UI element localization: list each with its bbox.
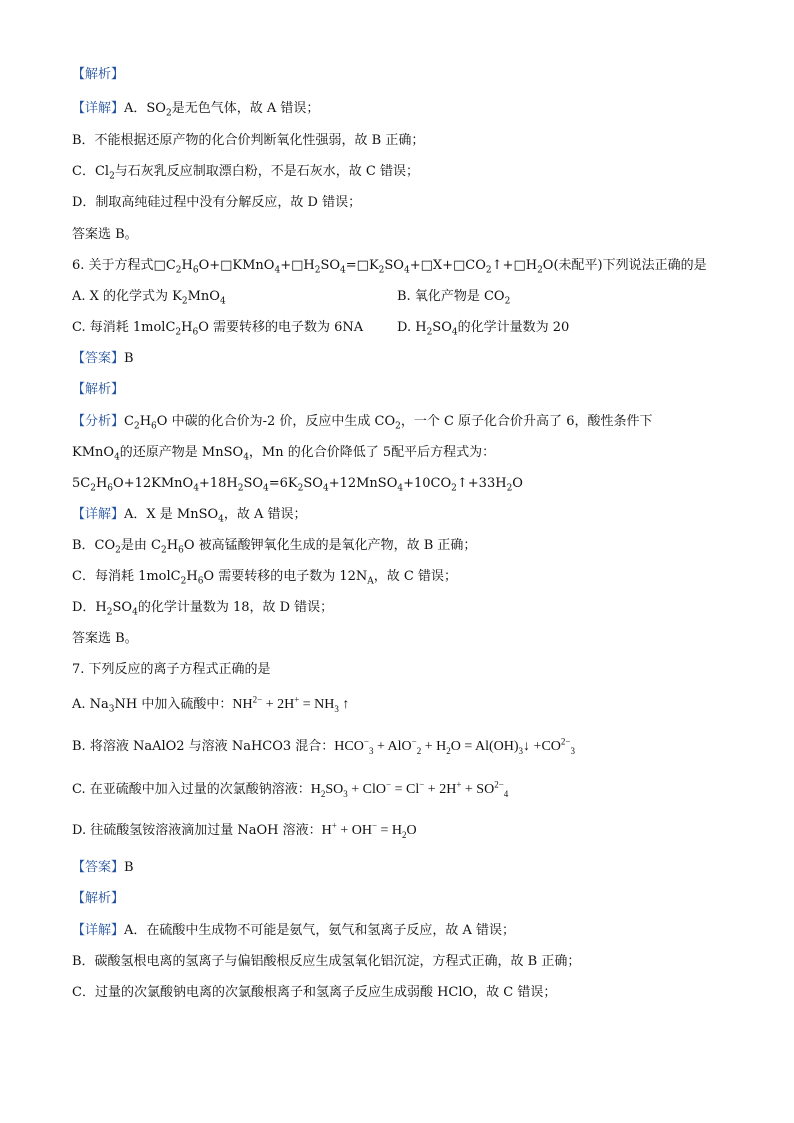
detail-line-b: B．不能根据还原产物的化合价判断氧化性强弱，故 B 正确； xyxy=(72,133,425,148)
q6-final-answer: 答案选 B。 xyxy=(72,631,138,646)
question-6-stem: 6. 关于方程式$□C_2H_6O+□KMnO_4+□H_2SO_4=□K_2SO_4+□X+□CO_2↑+□H_2O$(未配平)下列说法正确的是 xyxy=(72,258,707,276)
q6-detail-b: B．$CO_2$是由 $C_2H_6O$ 被高锰酸钾氧化生成的是氧化产物，故 B 正确； xyxy=(72,538,477,556)
q7-detail-c: C．过量的次氯酸钠电离的次氯酸根离子和氢离子反应生成弱酸 HClO，故 C 错误； xyxy=(72,985,557,1000)
q6-option-a: A. X 的化学式为 $K_2MnO_4$ xyxy=(72,289,226,307)
detail-line-c: C．$Cl_2$与石灰乳反应制取漂白粉，不是石灰水，故 C 错误； xyxy=(72,164,420,182)
q6-answer: 【答案】B xyxy=(72,351,134,366)
q6-fenxi-line-1: 【分析】$C_2H_6O$ 中碳的化合价为-2 价，反应中生成 $CO_2$，一个 C 原子化合价升高了 6，酸性条件下 xyxy=(72,414,653,432)
detail-line-d: D．制取高纯硅过程中没有分解反应，故 D 错误； xyxy=(72,195,362,210)
q6-option-d: D. $H_2SO_4$的化学计量数为 20 xyxy=(397,320,570,338)
analysis-heading: 【解析】 xyxy=(72,67,125,82)
q7-option-c: C. 在亚硫酸中加入过量的次氯酸钠溶液：$H_2SO_3 + ClO^- = Cl^- + 2H^+ + SO^{2-}_4$ xyxy=(72,779,509,799)
q7-detail-a: 【详解】A．在硫酸中生成物不可能是氨气，氨气和氢离子反应，故 A 错误； xyxy=(72,923,516,938)
q7-option-d: D. 往硫酸氢铵溶液滴加过量 NaOH 溶液：$H^+ + OH^- = H_2O$ xyxy=(72,820,417,840)
answer-line: 答案选 B。 xyxy=(72,227,138,242)
q6-option-c: C. 每消耗 $1molC_2H_6O$ 需要转移的电子数为 6NA xyxy=(72,320,364,338)
q7-option-a: A. $Na_3NH$ 中加入硫酸中：$NH^{2-} + 2H^+ = NH_3$ ↑ xyxy=(72,694,350,715)
q6-option-b: B. 氧化产物是 $CO_2$ xyxy=(397,289,511,307)
q6-balanced-equation: $5C_2H_6O+12KMnO_4+18H_2SO_4=6K_2SO_4+12MnSO_4+10CO_2↑+33H_2O$ xyxy=(72,476,523,494)
q6-detail-c: C．每消耗 $1molC_2H_6O$ 需要转移的电子数为 $12N_A$，故 C 错误； xyxy=(72,569,457,587)
q7-analysis-heading: 【解析】 xyxy=(72,891,125,906)
q6-detail-d: D．$H_2SO_4$的化学计量数为 18，故 D 错误； xyxy=(72,600,334,618)
q6-analysis-heading: 【解析】 xyxy=(72,382,125,397)
question-7-stem: 7. 下列反应的离子方程式正确的是 xyxy=(72,662,271,677)
q6-fenxi-line-2: KMnO$_4$的还原产物是 MnSO$_4$，Mn 的化合价降低了 5配平后方程式为： xyxy=(72,445,496,463)
q7-detail-b: B．碳酸氢根电离的氢离子与偏铝酸根反应生成氢氧化铝沉淀，方程式正确，故 B 正确； xyxy=(72,954,581,969)
detail-line-a: 【详解】A．$SO_2$是无色气体，故 A 错误； xyxy=(72,101,320,119)
q7-option-b: B. 将溶液 NaAlO2 与溶液 NaHCO3 混合：$HCO^-_3 + AlO^-_2 + H_2O$ = $Al(OH)_3↓ +CO^{2-}_3$ xyxy=(72,736,575,756)
q7-answer: 【答案】B xyxy=(72,860,134,875)
q6-detail-a: 【详解】A．X 是 MnSO$_4$，故 A 错误； xyxy=(72,507,307,525)
